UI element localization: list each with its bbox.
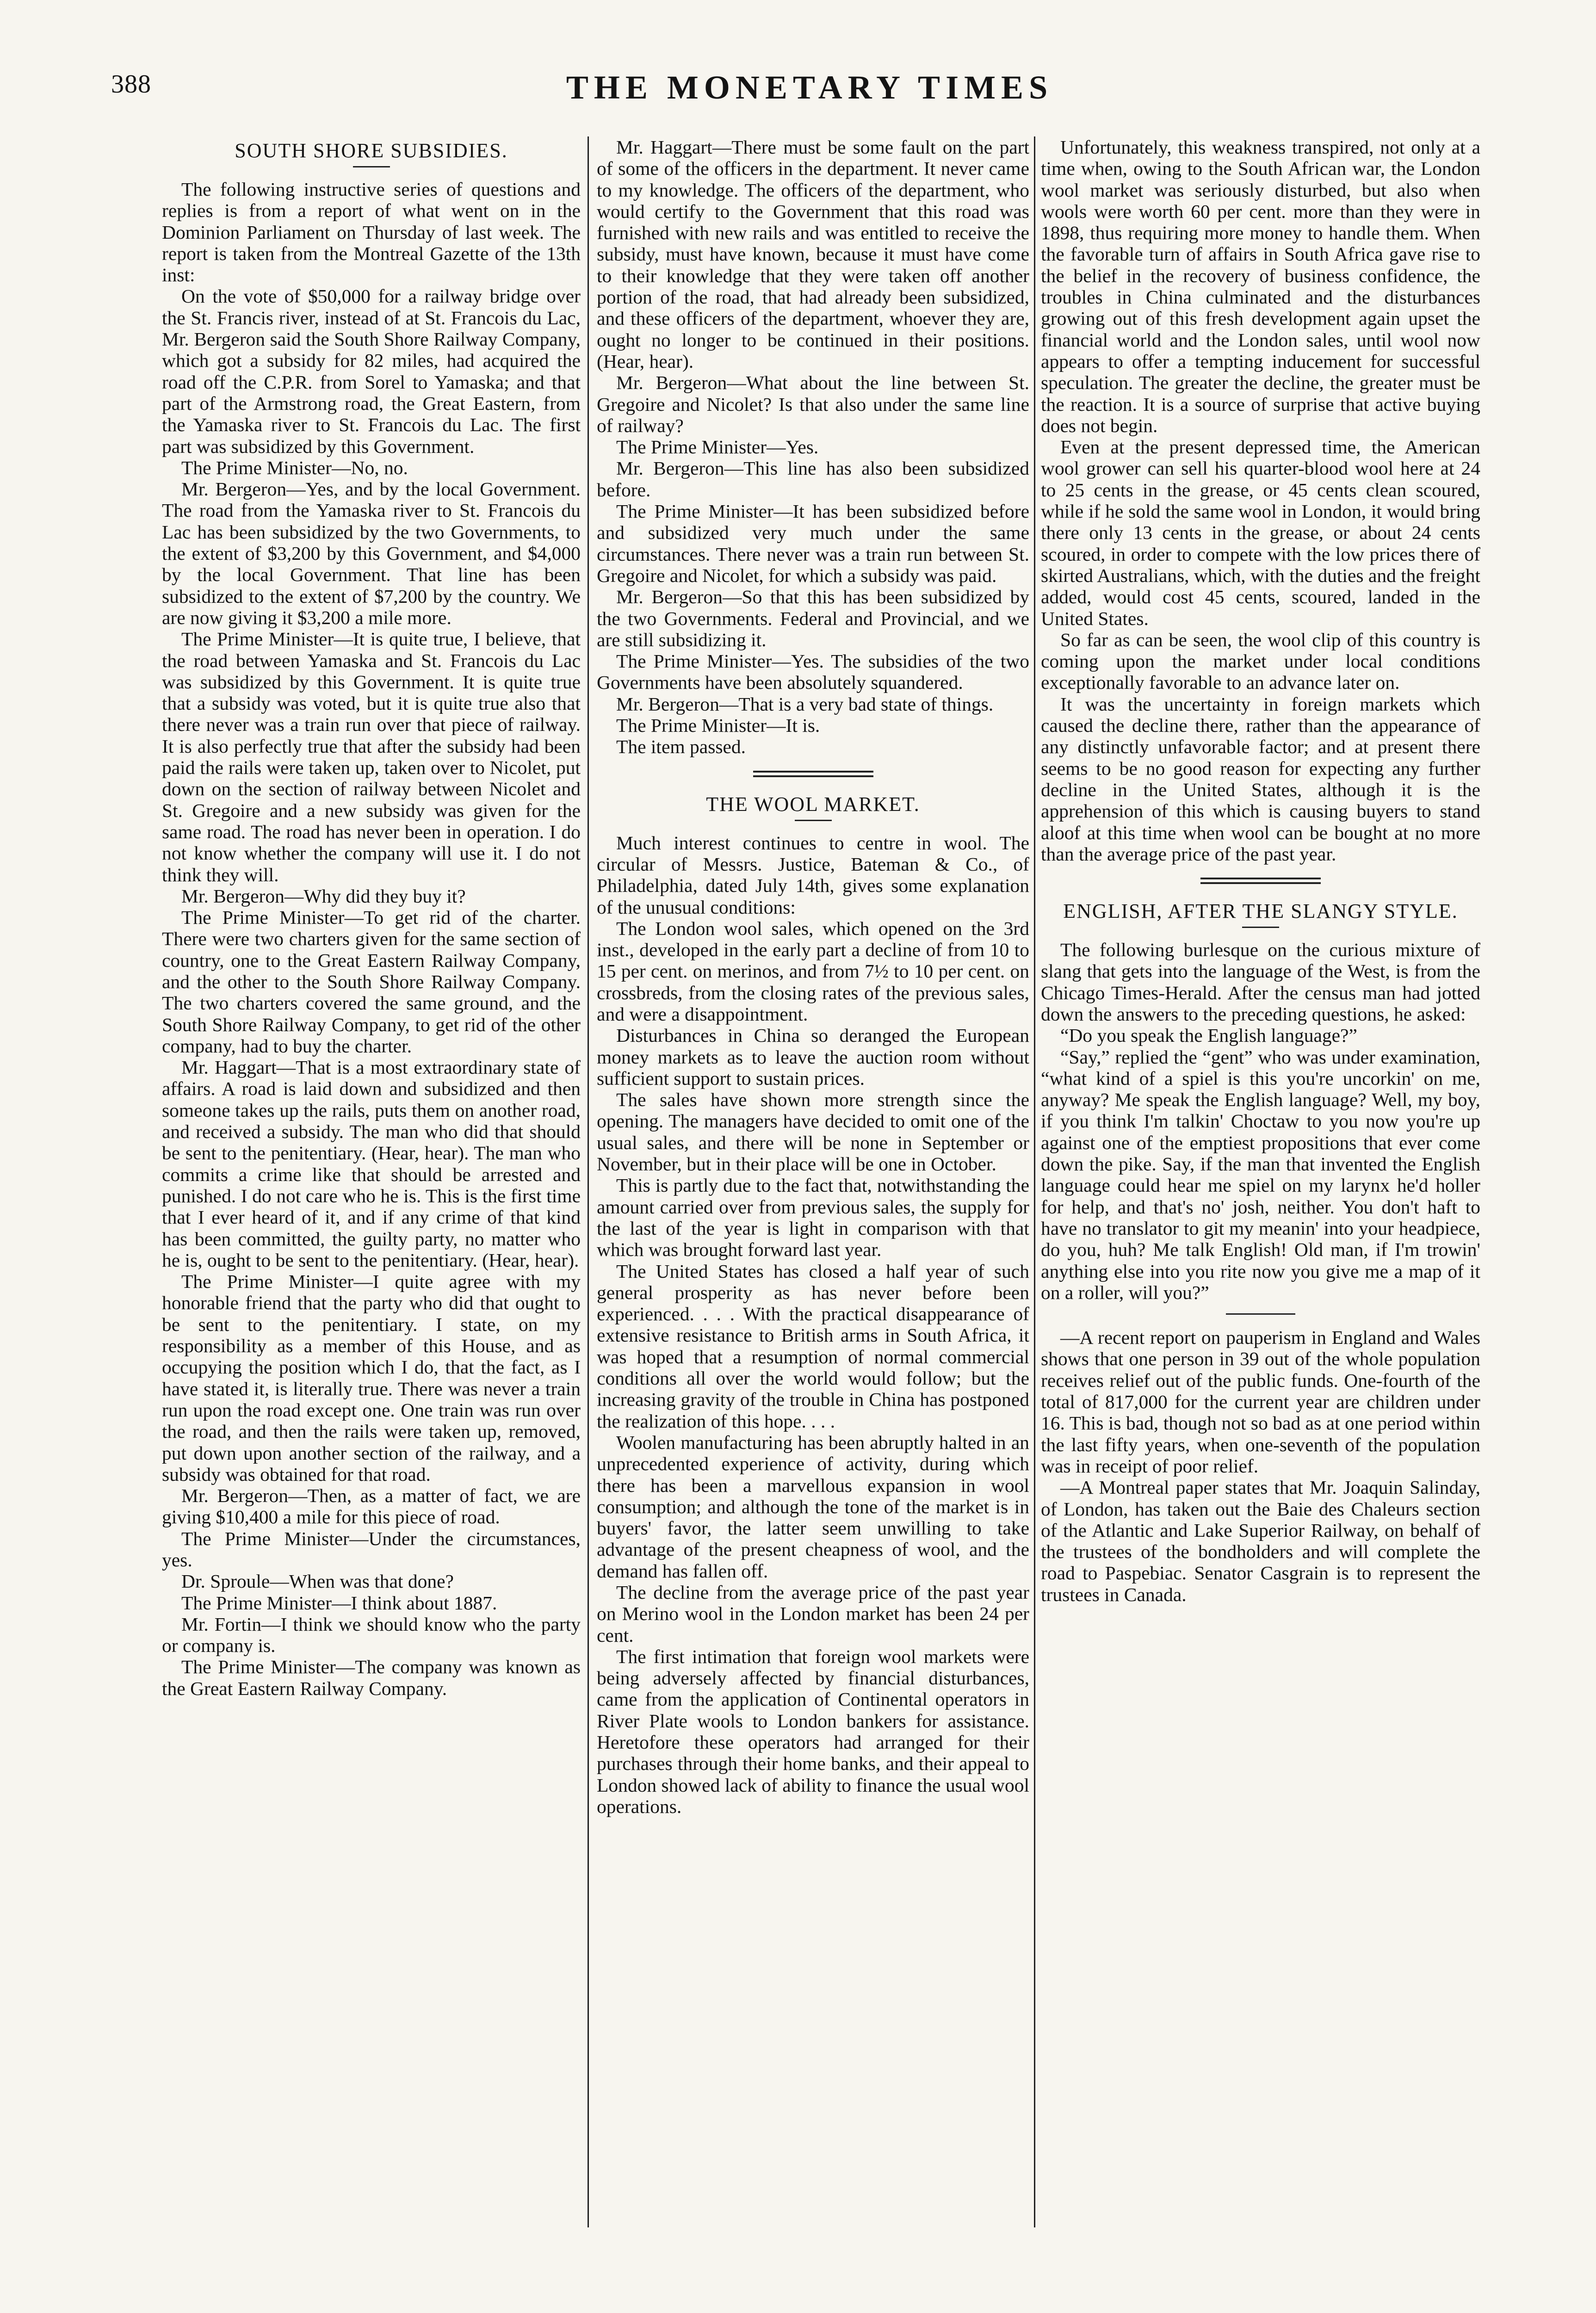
paragraph: Mr. Haggart—That is a most extraordinary state of affairs. A road is laid down and subsidized and then someone takes up the rails, puts them on another road, and received a subsidy. The man who did that should be sent to the penitentiary. (Hear, hear). The man who commits a crime like that should be arrested and punished. I do not care who he is. This is the first time that I ever heard of it, and if any crime of that kind has been committed, the guilty party, no matter who he is, ought to be sent to the penitentiary. (Hear, hear). [162, 1057, 581, 1271]
paragraph: The Prime Minister—I think about 1887. [181, 1592, 497, 1614]
paragraph: It was the uncertainty in foreign markets which caused the decline there, rather than the appearance of any distinctly unfavorable factor; and at present there seems to be no good reason for expecting any further decline in the United States, although it is the apprehension of this which is causing buyers to stand aloof at this time when wool can be bought at no more than the average price of the past year. [1041, 693, 1480, 865]
paragraph: The decline from the average price of the past year on Merino wool in the London market has been 24 per cent. [597, 1582, 1029, 1646]
article-title-south-shore: SOUTH SHORE SUBSIDIES. [235, 139, 508, 162]
paragraph: The following burlesque on the curious mixture of slang that gets into the language of the West, is from the Chicago Times-Herald. After the census man had jotted down the answers to the preceding questions, he asked: [1041, 939, 1480, 1025]
column-2 [597, 136, 1029, 2227]
section-divider [1200, 878, 1321, 884]
paragraph: —A Montreal paper states that Mr. Joaquin Salinday, of London, has taken out the Baie des Chaleurs section of the Atlantic and Lake Superior Railway, on behalf of the trustees of the bondholders and will complete the road to Paspebiac. Senator Casgrain is to represent the trustees in Canada. [1041, 1477, 1480, 1605]
paragraph: The Prime Minister—To get rid of the charter. There were two charters given for the same section of country, one to the Great Eastern Railway Company, and the other to the South Shore Railway Company. The two charters covered the same ground, and the South Shore Railway Company, to get rid of the other company, had to buy the charter. [162, 907, 581, 1057]
paragraph: The following instructive series of questions and replies is from a report of what went on in the Dominion Parliament on Thursday of last week. The report is taken from the Montreal Gazette of the 13th inst: [162, 179, 581, 286]
paragraph: Mr. Bergeron—Why did they buy it? [181, 885, 466, 907]
paragraph: Mr. Bergeron—This line has also been subsidized before. [597, 458, 1029, 501]
paragraph: This is partly due to the fact that, notwithstanding the amount carried over from previous sales, the supply for the last of the year is light in comparison with that which was brought forward last year. [597, 1175, 1029, 1261]
paragraph: Mr. Bergeron—What about the line between St. Gregoire and Nicolet? Is that also under the same line of railway? [597, 372, 1029, 436]
title-dash [1242, 927, 1279, 928]
paragraph: Unfortunately, this weakness transpired, not only at a time when, owing to the South African war, the London wool market was seriously disturbed, but also when wools were worth 60 per cent. more than they were in 1898, thus requiring more money to handle them. When the favorable turn of affairs in South Africa gave rise to the belief in the recovery of business confidence, the troubles in China culminated and the disturbances growing out of this fresh development again upset the financial world and the London sales, until wool now appears to offer a tempting inducement for successful speculation. The greater the decline, the greater must be the reaction. It is a source of surprise that active buying does not begin. [1041, 136, 1480, 436]
column-divider [1034, 136, 1035, 2227]
paragraph: The item passed. [616, 736, 746, 758]
title-dash [353, 166, 390, 167]
paragraph: Much interest continues to centre in wool. The circular of Messrs. Justice, Bateman & Co., of Philadelphia, dated July 14th, gives some explanation of the unusual conditions: [597, 832, 1029, 918]
paragraph: Mr. Bergeron—So that this has been subsidized by the two Governments. Federal and Provincial, and we are still subsidizing it. [597, 586, 1029, 650]
paragraph: On the vote of $50,000 for a railway bridge over the St. Francis river, instead of at St. Francois du Lac, Mr. Bergeron said the South Shore Railway Company, which got a subsidy for 82 miles, had acquired the road off the C.P.R. from Sorel to Yamaska; and that part of the Armstrong road, the Great Eastern, from the Yamaska river to St. Francois du Lac. The first part was subsidized by this Government. [162, 285, 581, 457]
paragraph: The Prime Minister—Yes. [616, 436, 819, 458]
page-number: 388 [111, 70, 151, 99]
paragraph: The Prime Minister—It has been subsidized before and subsidized very much under the same circumstances. There never was a train run between St. Gregoire and Nicolet, for which a subsidy was paid. [597, 501, 1029, 586]
paragraph: The Prime Minister—No, no. [181, 457, 408, 478]
column-divider [588, 136, 589, 2227]
article-title-wool-market: THE WOOL MARKET. [706, 792, 920, 816]
article-title-english-slangy: ENGLISH, AFTER THE SLANGY STYLE. [1063, 900, 1458, 923]
paragraph: Dr. Sproule—When was that done? [181, 1571, 454, 1592]
paragraph: The United States has closed a half year of such general prosperity as has never before been experienced. . . . With the practical disappearance of extensive resistance to British arms in South Africa, it was hoped that a resumption of normal commercial conditions all over the world would follow; but the increasing gravity of the trouble in China has postponed the realization of this hope. . . . [597, 1260, 1029, 1432]
paragraph: The London wool sales, which opened on the 3rd inst., developed in the early part a decline of from 10 to 15 per cent. on merinos, and from 7½ to 10 per cent. on crossbreds, from the closing rates of the previous sales, and were a disappointment. [597, 917, 1029, 1025]
paragraph: The first intimation that foreign wool markets were being adversely affected by financial disturbances, came from the application of Continental operators in River Plate wools to London bankers for assistance. Heretofore these operators had arranged for their purchases through their home banks, and their appeal to London showed lack of ability to finance the usual wool operations. [597, 1645, 1029, 1817]
paragraph: Woolen manufacturing has been abruptly halted in an unprecedented experience of activity, during which there has been a marvellous expansion in wool consumption; and although the tone of the market is in buyers' favor, the latter seem unwilling to take advantage of the present cheapness of wool, and the demand has fallen off. [597, 1431, 1029, 1582]
paragraph: Even at the present depressed time, the American wool grower can sell his quarter-blood wool here at 24 to 25 cents in the grease, or 45 cents clean scoured, while if he sold the same wool in London, it would bring there only 13 cents in the grease, or about 24 cents scoured, in order to compete with the low prices there of skirted Australians, which, with the duties and the freight added, would cost 45 cents, scoured, landed in the United States. [1041, 436, 1480, 629]
paragraph: The Prime Minister—The company was known as the Great Eastern Railway Company. [162, 1656, 581, 1699]
paragraph: The Prime Minister—It is quite true, I believe, that the road between Yamaska and St. Francois du Lac was subsidized by this Government. It is quite true that a subsidy was voted, but it is quite true also that there never was a train run over that piece of railway. It is also perfectly true that after the subsidy had been paid the rails were taken up, taken over to Nicolet, put down on the section of railway between Nicolet and St. Gregoire and a new subsidy was given for the same road. The road has never been in operation. I do not know whether the company will use it. I do not think they will. [162, 628, 581, 885]
masthead-title: THE MONETARY TIMES [566, 69, 1053, 106]
paragraph: Mr. Bergeron—That is a very bad state of things. [616, 693, 994, 715]
paragraph: Mr. Haggart—There must be some fault on the part of some of the officers in the department. It never came to my knowledge. The officers of the department, who would certify to the Government that this road was furnished with new rails and was entitled to receive the subsidy, must have known, because it must have come to their knowledge that they were taken off another portion of the road, that had already been subsidized, and these officers of the department, whoever they are, ought no longer to be continued in their positions. (Hear, hear). [597, 136, 1029, 372]
paragraph: So far as can be seen, the wool clip of this country is coming upon the market under local conditions exceptionally favorable to an advance later on. [1041, 629, 1480, 693]
paragraph: The Prime Minister—Yes. The subsidies of the two Governments have been absolutely squandered. [597, 650, 1029, 693]
title-dash [795, 820, 832, 821]
paragraph: “Say,” replied the “gent” who was under examination, “what kind of a spiel is this you're uncorkin' on me, anyway? Me speak the English language? Well, my boy, if you think I'm talkin' Choctaw to you now you're up against one of the emptiest propositions that ever come down the pike. Say, if the man that invented the English language could hear me spiel on my larynx he'd holler for help, and that's no' josh, neither. You don't haft to have no translator to git my meanin' into your headpiece, do you, huh? Me talk English! Old man, if I'm trowin' anything else into you rite now you give me a map of it on a roller, will you?” [1041, 1046, 1480, 1303]
note-divider [1226, 1313, 1295, 1315]
paragraph: Disturbances in China so deranged the European money markets as to leave the auction room without sufficient support to sustain prices. [597, 1025, 1029, 1089]
column-1 [162, 136, 581, 2227]
paragraph: The Prime Minister—It is. [616, 715, 820, 736]
paragraph: Mr. Fortin—I think we should know who the party or company is. [162, 1613, 581, 1657]
column-3 [1041, 136, 1480, 2227]
paragraph: Mr. Bergeron—Then, as a matter of fact, we are giving $10,400 a mile for this piece of road. [162, 1485, 581, 1528]
paragraph: The Prime Minister—I quite agree with my honorable friend that the party who did that ought to be sent to the penitentiary. I state, on my responsibility as a member of this House, and as occupying the position which I do, that the fact, as I have stated it, is literally true. There was never a train run upon the road except one. One train was run over the road, and then the rails were taken up, removed, put down upon another section of the railway, and a subsidy was obtained for that road. [162, 1271, 581, 1485]
paragraph: “Do you speak the English language?” [1060, 1025, 1357, 1046]
section-divider [753, 771, 873, 777]
page-header [111, 56, 1508, 130]
paragraph: —A recent report on pauperism in England and Wales shows that one person in 39 out of the whole population receives relief out of the public funds. One-fourth of the total of 817,000 for the current year are children under 16. This is bad, though not so bad as at one period within the last fifty years, when one-seventh of the population was in receipt of poor relief. [1041, 1327, 1480, 1477]
paragraph: Mr. Bergeron—Yes, and by the local Government. The road from the Yamaska river to St. Francois du Lac has been subsidized by the two Governments, to the extent of $3,200 by this Government, and $4,000 by the local Government. That line has been subsidized to the extent of $7,200 by the country. We are now giving it $3,200 a mile more. [162, 478, 581, 628]
paragraph: The Prime Minister—Under the circumstances, yes. [162, 1528, 581, 1571]
paragraph: The sales have shown more strength since the opening. The managers have decided to omit one of the usual sales, and there will be none in September or November, but in their place will be one in October. [597, 1089, 1029, 1175]
